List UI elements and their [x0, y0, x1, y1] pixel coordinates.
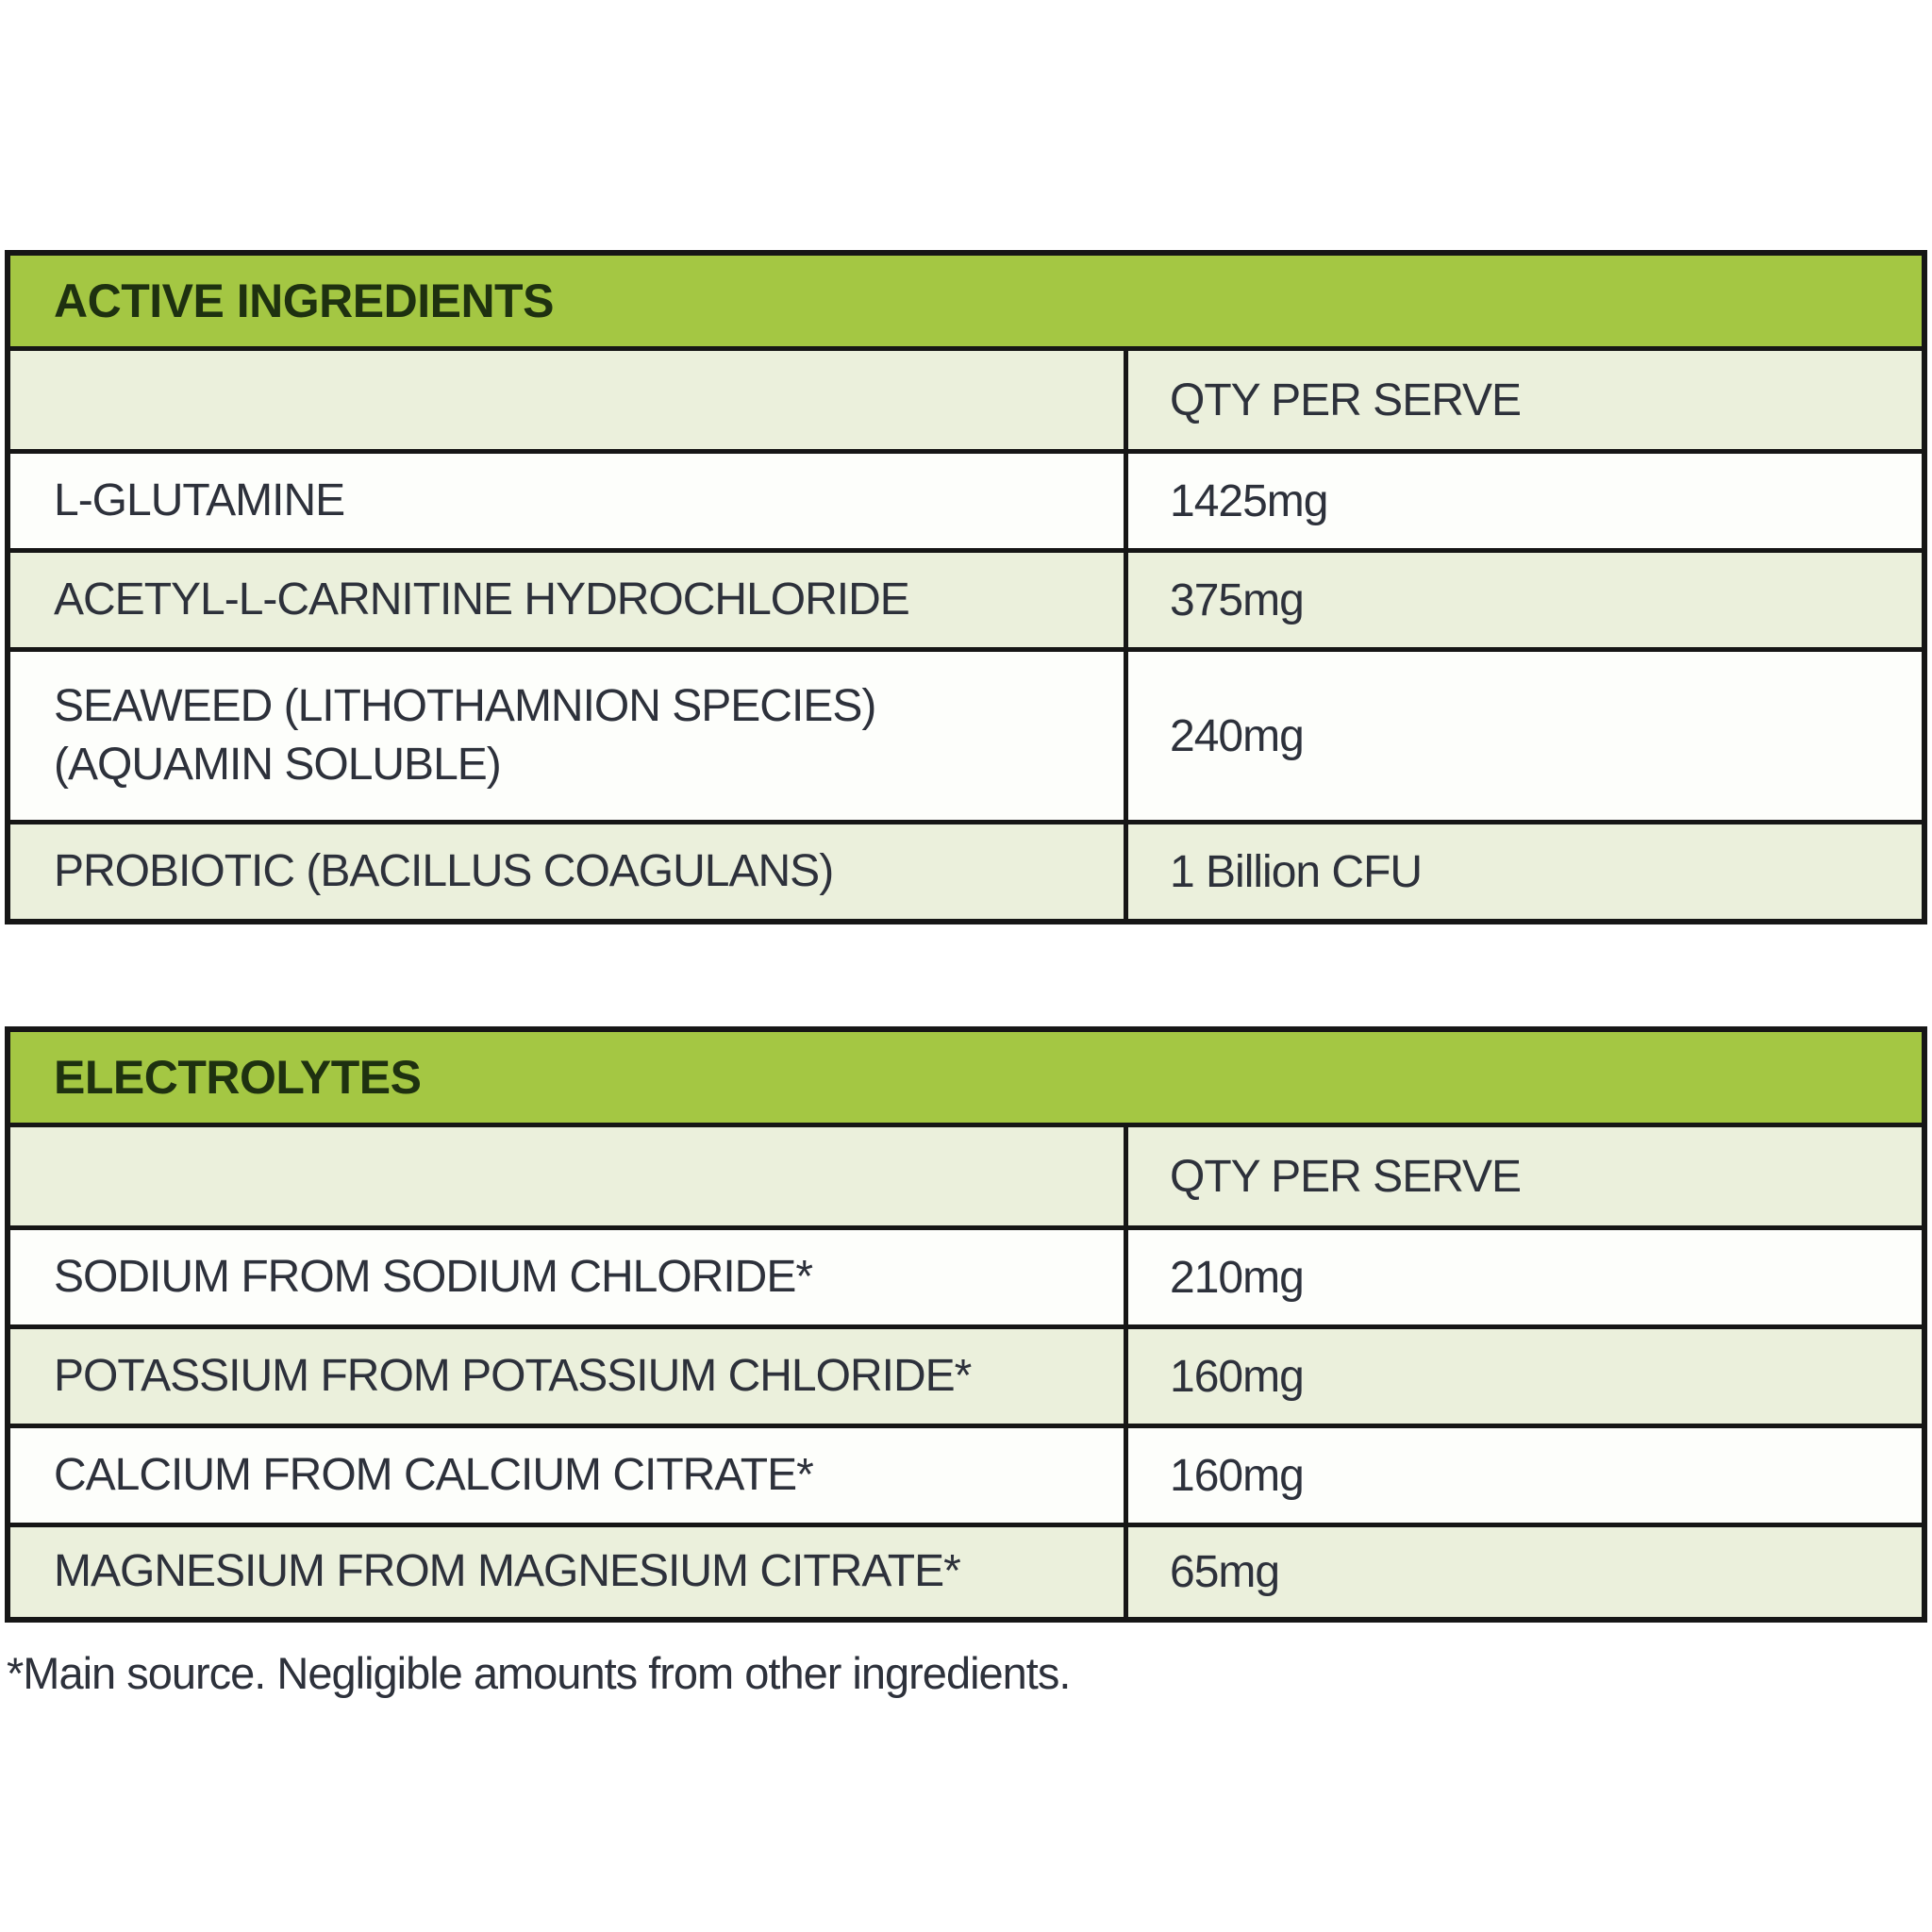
table-row — [10, 1324, 1922, 1424]
electrolyte-label: MAGNESIUM FROM MAGNESIUM CITRATE* — [54, 1546, 960, 1597]
table-row — [10, 647, 1922, 820]
electrolytes-title: ELECTROLYTES — [10, 1032, 1922, 1123]
nutrition-panel — [5, 250, 1927, 1699]
empty-header-cell — [10, 351, 1124, 449]
electrolyte-qty: 210mg — [1124, 1230, 1922, 1324]
ingredient-label: L-GLUTAMINE — [54, 475, 345, 525]
electrolyte-qty: 65mg — [1124, 1527, 1922, 1617]
table-row — [10, 1523, 1922, 1617]
qty-per-serve-header: QTY PER SERVE — [1124, 1127, 1922, 1225]
ingredient-qty: 1 Billion CFU — [1124, 824, 1922, 919]
table-header-row — [10, 1123, 1922, 1225]
electrolyte-label: SODIUM FROM SODIUM CHLORIDE* — [54, 1251, 813, 1302]
electrolyte-qty: 160mg — [1124, 1329, 1922, 1424]
active-ingredients-title: ACTIVE INGREDIENTS — [10, 256, 1922, 346]
footnote: *Main source. Negligible amounts from other ingredients. — [7, 1648, 1071, 1698]
ingredient-label-text: SEAWEED (LITHOTHAMNION SPECIES) (AQUAMIN SOLUBLE) — [54, 680, 876, 790]
table-row — [10, 1424, 1922, 1523]
ingredient-label — [10, 652, 1124, 820]
empty-header-cell — [10, 1127, 1124, 1225]
table-row — [10, 449, 1922, 548]
ingredient-qty: 240mg — [1124, 652, 1922, 820]
electrolyte-label: CALCIUM FROM CALCIUM CITRATE* — [54, 1449, 813, 1500]
electrolytes-table — [5, 1026, 1927, 1623]
electrolyte-qty: 160mg — [1124, 1428, 1922, 1523]
table-row — [10, 820, 1922, 919]
ingredient-qty: 1425mg — [1124, 454, 1922, 548]
ingredient-label: ACETYL-L-CARNITINE HYDROCHLORIDE — [54, 574, 909, 625]
table-header-row — [10, 346, 1922, 449]
electrolyte-label: POTASSIUM FROM POTASSIUM CHLORIDE* — [54, 1350, 972, 1401]
qty-per-serve-header: QTY PER SERVE — [1124, 351, 1922, 449]
active-ingredients-table — [5, 250, 1927, 924]
table-row — [10, 1225, 1922, 1324]
table-row — [10, 548, 1922, 647]
table-gap — [5, 924, 1927, 1026]
ingredient-label: PROBIOTIC (BACILLUS COAGULANS) — [54, 845, 834, 896]
ingredient-qty: 375mg — [1124, 553, 1922, 647]
